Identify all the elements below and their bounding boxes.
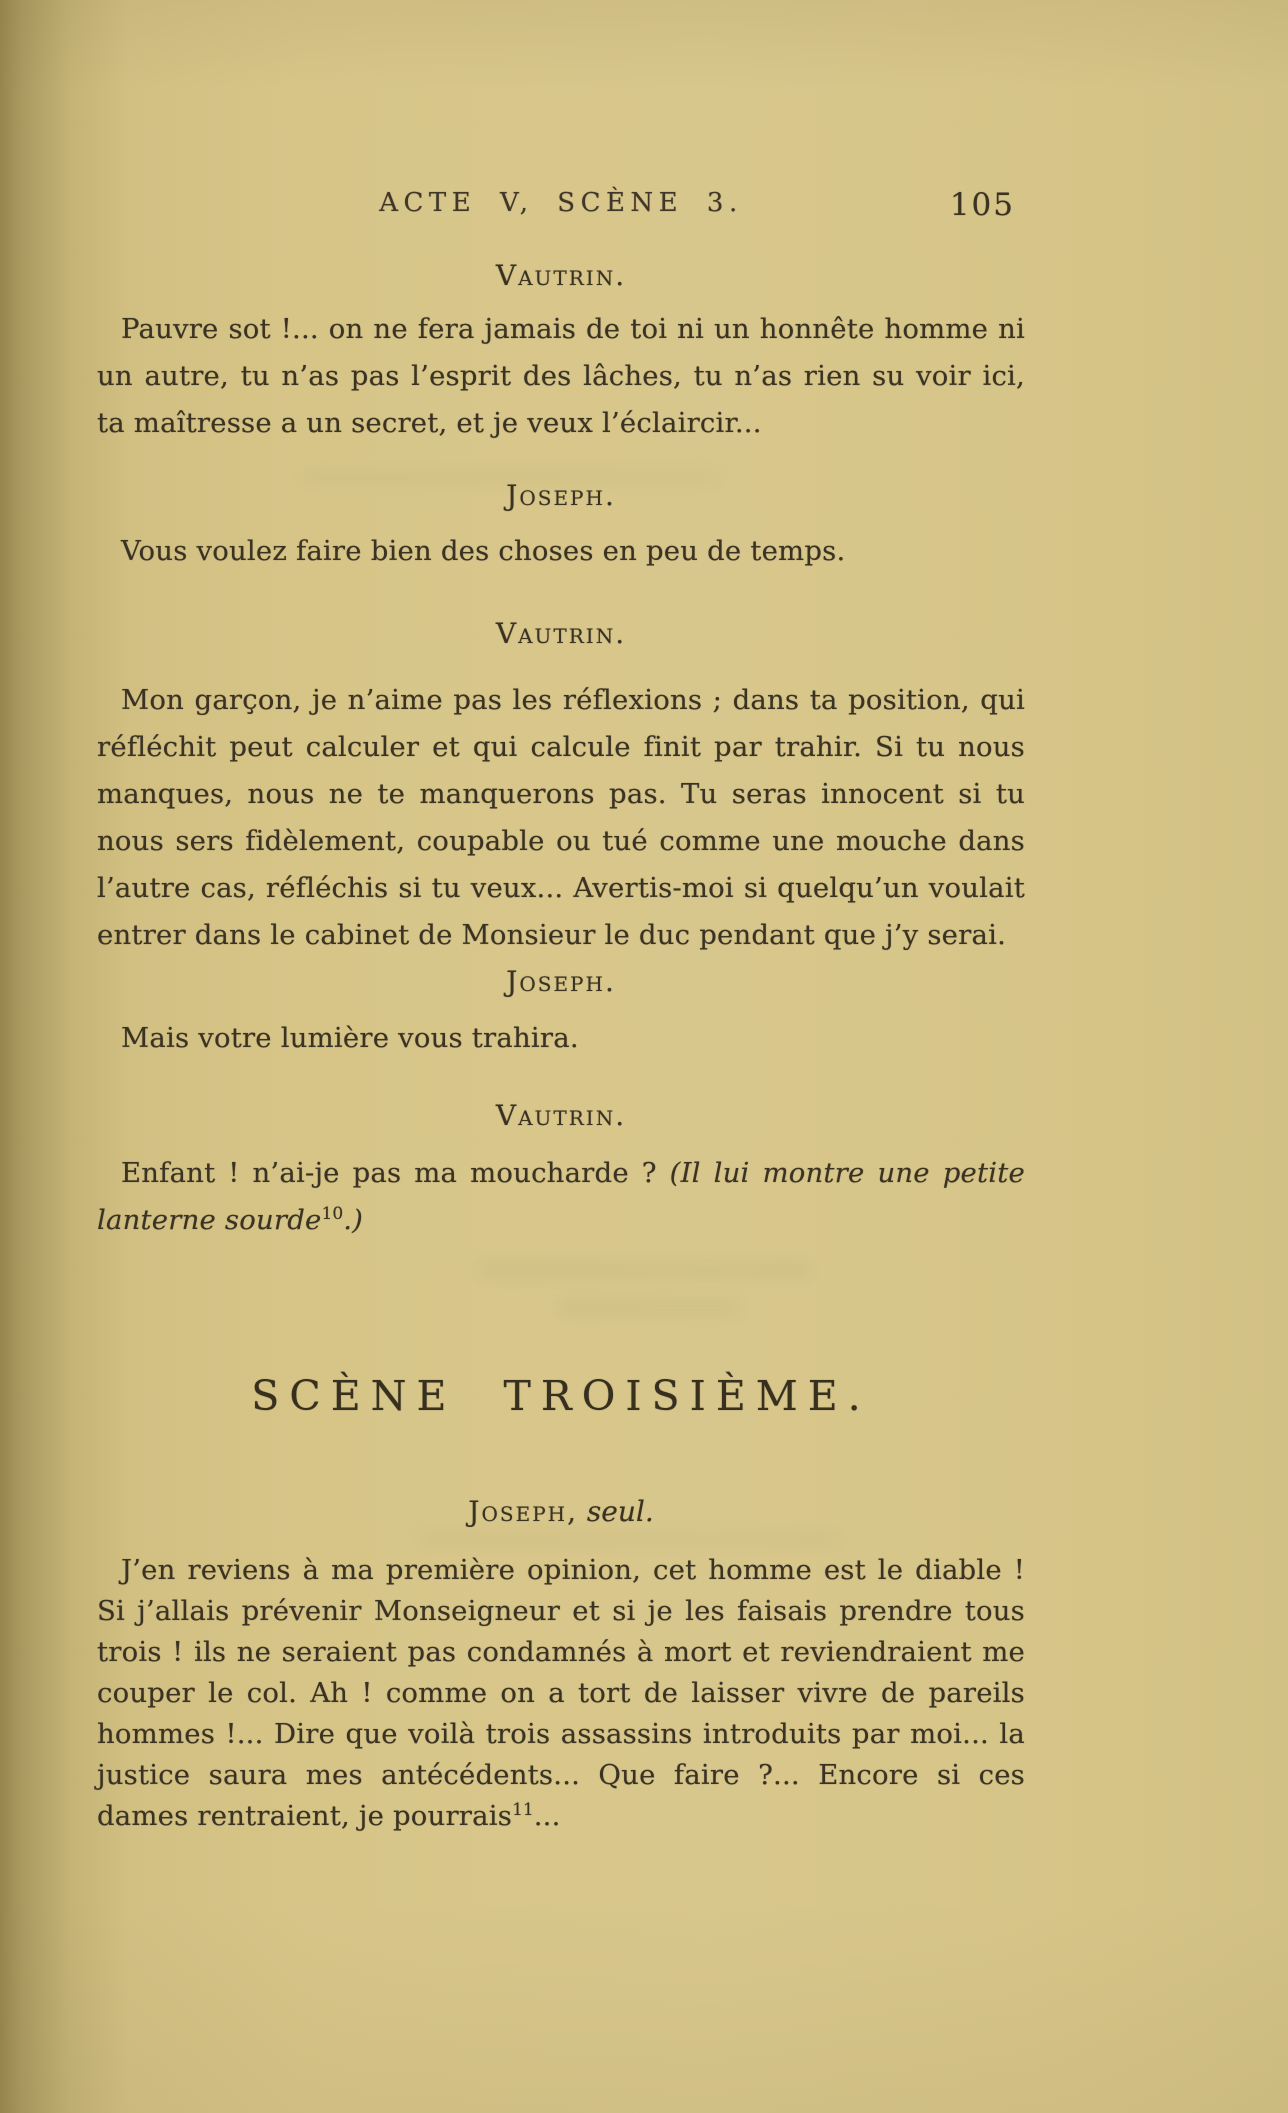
- speaker-heading-vautrin-2: Vautrin.: [495, 617, 627, 650]
- speaker-heading-joseph-2: Joseph.: [506, 965, 616, 998]
- dialogue-paragraph-vautrin-1: Pauvre sot !... on ne fera jamais de toi ni un honnête homme ni un autre, tu n’as pas l’esprit des lâches, tu n’as rien su voir ici, ta maîtresse a un secret, et je veux l’éclaircir...: [97, 313, 1025, 439]
- speaker-heading-vautrin-3: Vautrin.: [495, 1099, 627, 1132]
- dialogue-paragraph-joseph-2: Mais votre lumière vous trahira.: [121, 1022, 579, 1054]
- page-number: 105: [949, 187, 1015, 223]
- running-header: [97, 186, 1025, 223]
- monologue-ellipsis: ...: [533, 1800, 561, 1832]
- monologue-text: J’en reviens à ma première opinion, cet homme est le diable ! Si j’allais prévenir Monseigneur et si je les faisais prendre tous trois ! ils ne seraient pas condamnés à mort et reviendraient me couper le col. Ah ! comme on a tort de laisser vivre de pareils hommes !... Dire que voilà trois assassins introduits par moi... la justice saura mes antécédents... Que faire ?... Encore si ces dames rentraient, je pourrais: [97, 1554, 1025, 1832]
- speaker-heading-vautrin-1: Vautrin.: [495, 259, 627, 292]
- scene-speaker-line: [97, 1492, 1025, 1532]
- stage-direction: (Il lui montre une petite lanterne sourde: [97, 1157, 1025, 1236]
- running-header-title: ACTE V, SCÈNE 3.: [379, 188, 743, 218]
- text-column: [97, 0, 1025, 2113]
- scene-speaker-name: Joseph,: [468, 1495, 578, 1528]
- dialogue-paragraph-joseph-1: Vous voulez faire bien des choses en peu de temps.: [121, 535, 846, 567]
- speaker-heading-joseph-1: Joseph.: [506, 479, 616, 512]
- scene-speaker-direction: seul.: [586, 1495, 654, 1528]
- footnote-ref-11: 11: [512, 1799, 534, 1820]
- footnote-ref-10: 10: [321, 1203, 344, 1224]
- scene-heading: SCÈNE TROISIÈME.: [251, 1372, 871, 1420]
- dialogue-text: Enfant ! n’ai-je pas ma moucharde ?: [121, 1157, 670, 1189]
- dialogue-paragraph-vautrin-2: Mon garçon, je n’aime pas les réflexions ; dans ta position, qui réfléchit peut calculer et qui calcule finit par trahir. Si tu nous manques, nous ne te manquerons pas. Tu seras innocent si tu nous sers fidèlement, coupable ou tué comme une mouche dans l’autre cas, réfléchis si tu veux... Avertis-moi si quelqu’un voulait entrer dans le cabinet de Monsieur le duc pendant que j’y serai.: [97, 684, 1025, 951]
- monologue-paragraph-joseph: [97, 1550, 1025, 1837]
- stage-direction-close: .): [343, 1204, 364, 1236]
- dialogue-paragraph-vautrin-3: [97, 1150, 1025, 1244]
